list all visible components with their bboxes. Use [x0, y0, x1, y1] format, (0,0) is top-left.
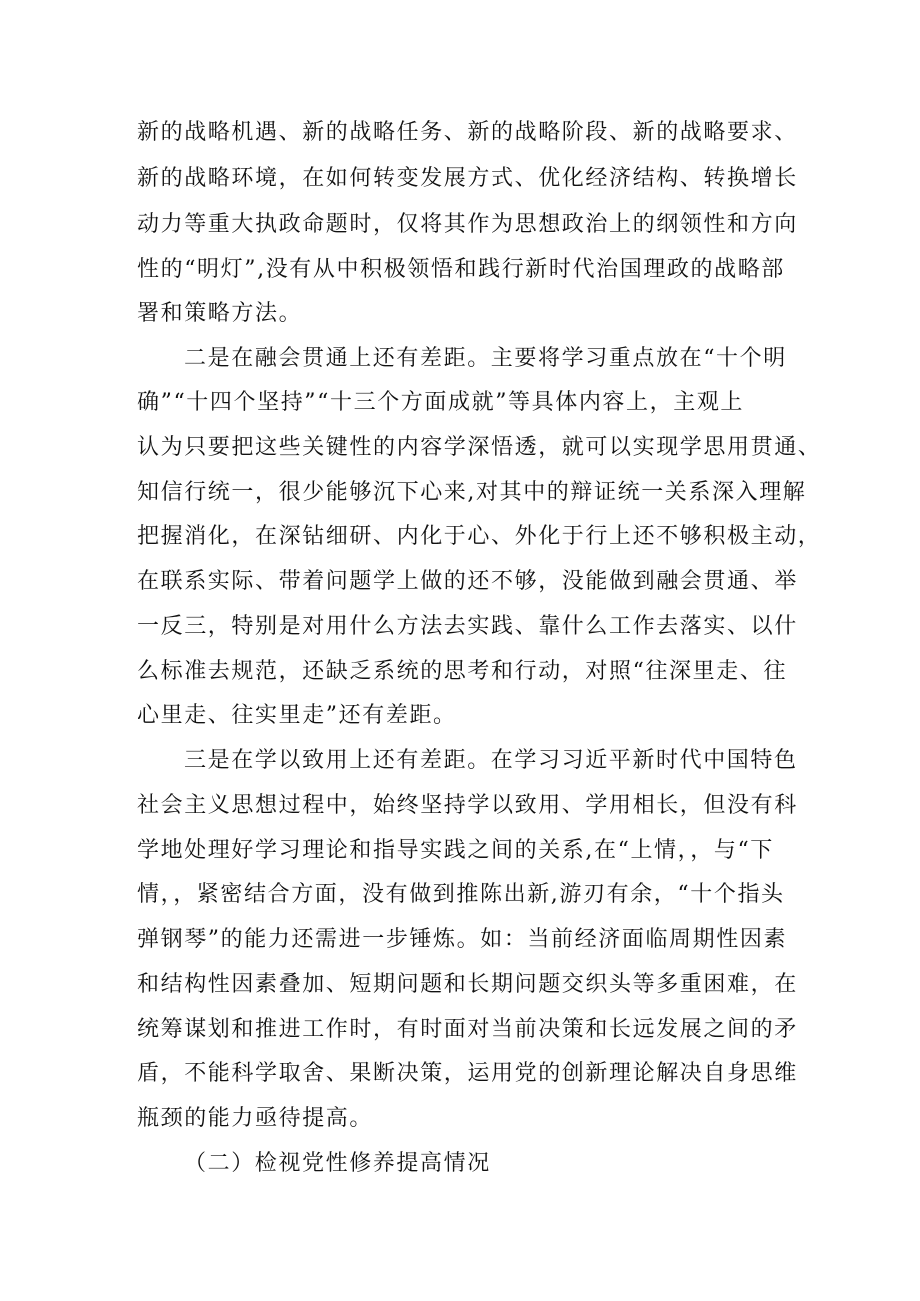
paragraph-line: 社会主义思想过程中，始终坚持学以致用、学用相长，但没有科 — [137, 793, 798, 818]
paragraph-line: 学地处理好学习理论和指导实践之间的关系,在“上情，，与“下 — [137, 838, 774, 863]
paragraph-line: 署和策略方法。 — [137, 301, 303, 326]
paragraph-line: 新的战略机遇、新的战略任务、新的战略阶段、新的战略要求、 — [137, 120, 798, 145]
paragraph-line: 动力等重大执政命题时，仅将其作为思想政治上的纲领性和方向 — [137, 212, 798, 237]
paragraph-line: 知信行统一，很少能够沉下心来,对其中的辩证统一关系深入理解 — [137, 480, 807, 505]
paragraph-line: 一反三，特别是对用什么方法去实践、靠什么工作去落实、以什 — [137, 614, 798, 639]
paragraph-line: 把握消化，在深钻细研、内化于心、外化于行上还不够积极主动， — [137, 524, 822, 549]
paragraph-line: 在联系实际、带着问题学上做的还不够，没能做到融会贯通、举 — [137, 569, 798, 594]
paragraph-line: 弹钢琴”的能力还需进一步锤炼。如：当前经济面临周期性因素 — [137, 927, 788, 952]
paragraph-line: 新的战略环境，在如何转变发展方式、优化经济结构、转换增长 — [137, 166, 798, 191]
paragraph-line: 情，，紧密结合方面，没有做到推陈出新,游刃有余，“十个指头 — [137, 882, 785, 907]
paragraph-line: 统筹谋划和推进工作时，有时面对当前决策和长远发展之间的矛 — [137, 1017, 798, 1042]
paragraph-line: 么标准去规范，还缺乏系统的思考和行动，对照“往深里走、往 — [137, 659, 788, 684]
paragraph-line: 性的“明灯”,没有从中积极领悟和践行新时代治国理政的战略部 — [137, 257, 785, 282]
paragraph-line: 二是在融会贯通上还有差距。主要将学习重点放在“十个明 — [184, 346, 787, 371]
section-heading: （二）检视党性修养提高情况 — [184, 1151, 491, 1176]
paragraph-line: 三是在学以致用上还有差距。在学习习近平新时代中国特色 — [184, 748, 798, 773]
paragraph-line: 确”“十四个坚持”“十三个方面成就”等具体内容上，主观上 — [137, 390, 745, 415]
paragraph-line: 盾，不能科学取舍、果断决策，运用党的创新理论解决自身思维 — [137, 1061, 798, 1086]
paragraph-line: 心里走、往实里走”还有差距。 — [137, 703, 457, 728]
paragraph-line: 和结构性因素叠加、短期问题和长期问题交织头等多重困难，在 — [137, 972, 798, 997]
paragraph-line: 瓶颈的能力亟待提高。 — [137, 1106, 374, 1131]
paragraph-line: 认为只要把这些关键性的内容学深悟透，就可以实现学思用贯通、 — [137, 435, 822, 460]
